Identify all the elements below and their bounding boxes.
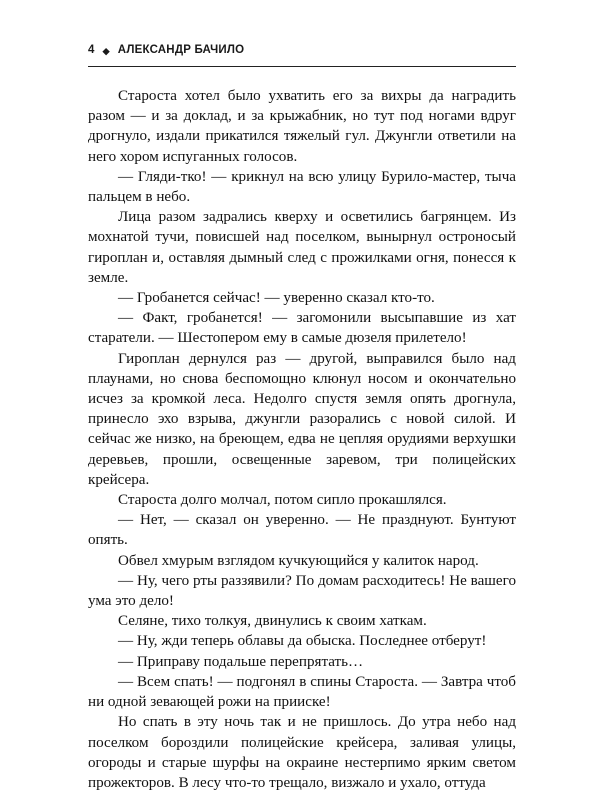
paragraph: Но спать в эту ночь так и не пришлось. До утра небо над поселком бороздили полицейские крейсера, заливая улицы, огороды и старые шурфы на окраине нестерпимо ярким светом прожекторов. В лесу что-то трещало, визжало и ухало, оттуда <box>88 714 516 791</box>
paragraph: Обвел хмурым взглядом кучкующийся у калиток народ. <box>118 552 479 569</box>
running-head <box>88 44 516 67</box>
paragraph: — Факт, гробанется! — загомонили высыпавшие из хат старатели. — Шестопером ему в самые дюзеля прилетело! <box>88 310 516 347</box>
page-number: 4 <box>88 44 95 56</box>
paragraph: Староста хотел было ухватить его за вихры да наградить разом — и за доклад, и за крыжабник, но тут под ногами вдруг дрогнуло, издали прикатился тяжелый гул. Джунгли ответили на него хором испуганных голосов. <box>88 88 516 165</box>
paragraph: Лица разом задрались кверху и осветились багрянцем. Из мохнатой тучи, повисшей над поселком, вынырнул остроносый гироплан и, оставляя дымный след с прожилками огня, понесся к земле. <box>88 209 516 286</box>
diamond-separator-icon: ◆ <box>102 46 110 56</box>
paragraph: Селяне, тихо толкуя, двинулись к своим хаткам. <box>118 613 427 630</box>
paragraph: Гироплан дернулся раз — другой, выправился было над плаунами, но снова беспомощно клюнул носом и окончательно исчез за кромкой леса. Недолго спустя земля опять дрогнула, принесло эхо взрыва, джунгли разорались с новой силой. И сейчас же низко, на бреющем, едва не цепляя орудиями верхушки деревьев, прошли, освещенные заревом, три полицейских крейсера. <box>88 350 516 488</box>
running-title: АЛЕКСАНДР БАЧИЛО <box>117 44 245 56</box>
paragraph: — Приправу подальше перепрятать… <box>118 653 364 670</box>
paragraph: — Нет, — сказал он уверенно. — Не празднуют. Бунтуют опять. <box>88 512 516 549</box>
body-text <box>88 86 516 793</box>
paragraph: — Ну, чего рты раззявили? По домам расходитесь! Не вашего ума это дело! <box>88 572 516 610</box>
paragraph: Староста долго молчал, потом сипло прокашлялся. <box>118 492 447 509</box>
paragraph: — Гляди-тко! — крикнул на всю улицу Бурило-мастер, тыча пальцем в небо. <box>88 168 516 206</box>
paragraph: — Гробанется сейчас! — уверенно сказал кто-то. <box>118 290 435 307</box>
paragraph: — Всем спать! — подгонял в спины Староста. — Завтра чтоб ни одной зевающей рожи на прииске! <box>88 673 516 711</box>
paragraph: — Ну, жди теперь облавы да обыска. Последнее отберут! <box>118 633 487 650</box>
